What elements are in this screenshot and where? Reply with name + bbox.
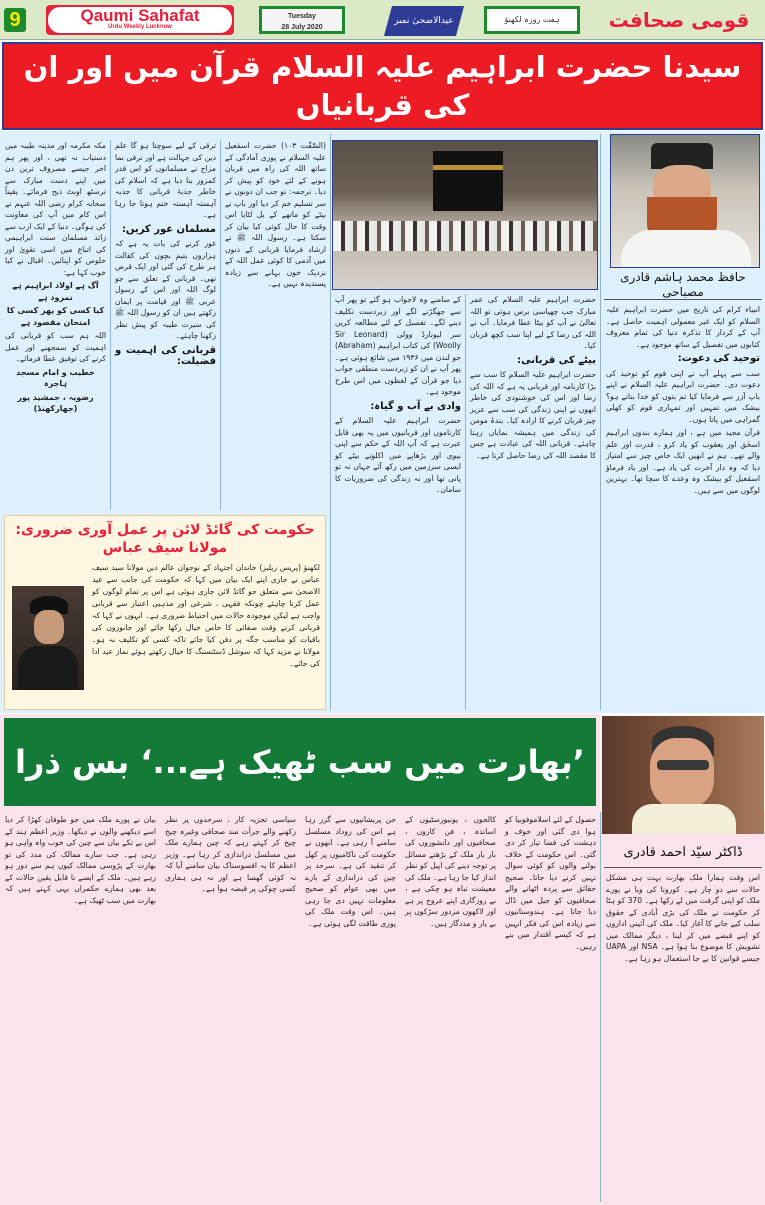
paragraph: اللہ ہم سب کو قربانی کی اہمیت کو سمجھنے اور عمل کرنے کی توفیق عطا فرمائے۔ — [5, 331, 106, 363]
signature: خطیب و امام مسجد ہاجرہ — [16, 367, 95, 388]
article1-headline: سیدنا حضرت ابراہیم علیہ السلام قرآن میں اور ان کی قربانیاں — [2, 42, 763, 130]
paragraph: اس وقت ہمارا ملک بھارت بہت ہی مشکل حالات سے دو چار ہے۔ کورونا کی وبا نے پورے ملک کو اپنی گرفت میں لے رکھا ہے۔ 370 کو ہٹا کر حکومت نے ملک کی بڑی آبادی کے حقوق سلب کیے جانے کا آغاز کیا۔ ملک کی آئینی اداروں کو اپنے قبضے میں کر لینا ، دیگر ممالک میں تشویش کا موضوع بنا ہوا ہے۔ NSA اور UAPA جیسے قوانین کا بے جا استعمال ہو رہا ہے۔ — [606, 873, 761, 963]
poetry-line: کیا کسی کو پھر کسی کا امتحان مقصود ہے — [6, 306, 105, 327]
paragraph: حضرت ابراہیم علیہ السلام کا سب سے بڑا کارنامہ اور قربانی یہ ہے کہ اللہ کی رضا اور اس کی خوشنودی کی خاطر انھوں نے اپنی زندگی کی سب سے عزیز چیز قربان کرنے کا ارادہ کیا۔ بندۂ مومن کی زندگی میں ہمیشہ نمایاں رہنا چاہئے۔ قربانی اللہ کی عبادت ہے جس کا مقصد اللہ کی رضا حاصل کرنا ہے۔ — [470, 370, 596, 460]
paragraph: لکھنؤ (پریس ریلیز) خاندان اجتہاد کے نوجوان عالم دین مولانا سید سیف عباس نے جاری اپنے ایک بیان میں کہا کہ حکومت کی جانب سے عید الاضحیٰ سے متعلق جو گائڈ لائن جاری ہوئی ہے اس پر تمام لوگوں کو عمل کرنا چاہئے چونکہ فقہی ، شرعی اور مذہبی اعتبار سے قربانی واجب ہے لیکن موجودہ حالات میں احتیاط ضروری ہے۔ انہوں نے کہا کہ قربانی کرتے وقت صفائی کا خاص خیال رکھا جائے اور جانوروں کی باقیات کو مناسب جگہ پر دفن کیا جائے تاکہ کسی کو تکلیف نہ ہو۔ مولانا نے مزید کہا کہ سوشل ڈسٹنسنگ کا خیال رکھتے ہوئے نماز عید ادا کی جائے۔ — [92, 563, 320, 668]
masthead-subtitle: Urdu Weekly Lucknow — [108, 24, 172, 30]
paragraph: (الصّٰفّٰت ۱۰۳) حضرت اسمٰعیل علیہ السلام نے پوری آمادگی کے ساتھ اللہ کی راہ میں قربان ہونے کے لئے خود کو پیش کر دیا۔ ترجمہ: تو جب ان دونوں نے سر تسلیم خم کر دیا اور باپ نے بیٹے کو ماتھے کے بل لٹایا اس وقت کا حال کوئی کیا بیان کر سکتا ہے۔ رسول اللہ ﷺ نے ارشاد فرمایا قربانی کے دنوں میں آدمی کا کوئی عمل اللہ کے نزدیک خون بہانے سے زیادہ پسندیدہ نہیں ہے۔ — [225, 141, 326, 288]
article2-column — [501, 814, 600, 1202]
page-header — [0, 0, 765, 40]
paragraph: حضرت ابراہیم علیہ السلام کی عمر مبارک جب چھیاسی برس ہوئی تو اللہ تعالیٰ نے آپ کو بیٹا عطا فرمایا۔ آپ نے اللہ کی رضا کے لیے اپنا سب کچھ قربان کیا۔ — [470, 295, 596, 350]
subheading: قربانی کی اہمیت و فضیلت: — [115, 344, 216, 367]
news-headline: حکومت کی گائڈ لائن پر عمل آوری ضروری: مولانا سیف عباس — [15, 522, 315, 556]
subheading: بیٹے کی قربانی: — [517, 354, 596, 366]
article2-column — [401, 814, 500, 1202]
article1-column — [466, 294, 600, 710]
paragraph: انبیاء کرام کی تاریخ میں حضرت ابراہیم علیہ السلام کو ایک غیر معمولی اہمیت حاصل ہے۔ آپ کے کردار کا تذکرہ دنیا کی تمام معروف کتابوں میں تفصیل کے ساتھ موجود ہے۔ — [606, 305, 760, 349]
paragraph: قرآن مجید میں ہے ، اور ہمارے بندوں ابراہیم اسحٰق اور یعقوب کو یاد کرو ، قدرت اور علم والے تھے۔ ہم نے انھیں ایک خاص چیز سے امتیاز دیا کہ وہ دار آخرت کی یاد ہے۔ اور یاد فرماؤ اسمٰعیل کو بیشک وہ وعدے کا سچا تھا۔ بہترین لوگوں میں سے ہیں۔ — [606, 428, 760, 495]
article2-headline-banner — [0, 714, 600, 810]
masthead-title: Qaumi Sahafat — [80, 6, 200, 25]
subheading: وادی بے آب و گیاہ: — [370, 400, 461, 412]
poetry-line: آگ ہے اولاد ابراہیم ہے نمرود ہے — [12, 281, 99, 302]
paragraph: حصول کے لئے اسلاموفوبیا کو ہوا دی گئی اور خوف و دہشت کی فضا تیار کر دی گئی۔ اس حکومت کے خلاف بولنے والوں کو کوئی سوال نہیں کرنے دیا جاتا۔ صحیح حقائق سے پردہ اٹھانے والے صحافیوں کو جیل میں ڈال دیا جاتا ہے۔ ہندوستانیوں سے زیادہ اس کی فکر انہیں ہے کہ کیسے اقتدار میں بنے رہیں۔ — [505, 815, 596, 951]
paragraph: کالجوں ، یونیورسٹیوں کے اساتذہ ، فن کاروں ، صحافیوں اور دانشوروں کی بار بار ملک کے بڑھتے مسائل پر توجہ دینے کی اپیل کو نظر انداز کیا جا رہا ہے۔ ملک کی معیشت تباہ ہو چکی ہے ، بے روزگاری اپنے عروج پر ہے اور لاکھوں مزدور سڑکوں پر بے یار و مددگار ہیں۔ — [405, 815, 496, 928]
day-label: Tuesday — [288, 13, 316, 20]
paragraph: ترقی کے لیے سوچتا ہو گا علم دین کی جہالت ہے اور ترقی نما مزاج نے مسلمانوں کو اس قدر کمزور بنا دیا ہے کہ اسلام کی خاطر جذبۂ قربانی کا جذبہ آہستہ آہستہ ختم ہوتا جا رہا ہے۔ — [115, 141, 216, 219]
paragraph: حضرت ابراہیم علیہ السلام کے کارناموں اور قربانیوں میں یہ بھی قابل عبرت ہے کہ آپ اللہ کے حکم سے اپنی بیوی اور بڑھاپے میں اکلوتے بیٹے کو ایسی سرزمین میں رکھ آئے جہاں نہ تو پانی تھا اور نہ زندگی کی ضروریات کا سامان۔ — [335, 416, 461, 494]
article2-column — [602, 872, 764, 1202]
masthead-urdu: قومی صحافت — [608, 8, 750, 32]
weekly-label: ہفت روزہ لکھنؤ — [484, 6, 580, 34]
masthead-english — [46, 5, 234, 35]
kaaba-photo — [332, 140, 598, 290]
date-label: 28 July 2020 — [281, 24, 323, 31]
article1-column — [221, 140, 330, 510]
article1-column — [111, 140, 220, 510]
paragraph: مکہ مکرمہ اور مدینہ طیبہ میں دستیاب نہ تھی ، اور پھر ہم اخر جیسے مصروف ترین دن میں اپنے دست مبارک سے ترسٹھ اونٹ ذبح فرمائے۔ یقیناً صحابہ کرام رضی اللہ عنہم نے اس کام میں آپ کی معاونت کی ہوگی۔ دنیا کے ایک ارب سے زائد مسلمان سنت ابراہیمی کی اتباع میں اسی تقویٰ اور خلوص کو اپنائیں۔ اقبال نے کیا خوب کہا ہے: — [5, 141, 106, 277]
article1-column — [331, 294, 465, 710]
author2-photo — [602, 716, 764, 834]
paragraph: کے سامنے وہ لاجواب ہو گئے تو پھر آپ سے جھگڑنے لگے اور زبردست تکلیف دینے لگے۔ تفصیل کے لئے مطالعہ کریں سر لیونارڈ وولی (Sir Leonard Woolly) کی کتاب ابراہیم (Abraham) جو لندن میں ۱۹۳۶ میں شائع ہوئی ہے۔ پھر آپ نے ان کو زبردست منطقی جواب دیا جو قرآن کے لفظوں میں اس طرح موجود ہے۔ — [335, 295, 461, 396]
special-issue-badge — [384, 6, 464, 36]
subheading: مسلمان غور کریں: — [121, 223, 216, 235]
author-photo — [610, 134, 760, 268]
paragraph: غور کرنے کی بات یہ ہے کہ ہزاروں یتیم بچوں کی کفالت ہر طرح کی گئی اور ایک قرض تھی۔ قربانی کے تعلق سے جو لوگ اللہ اور اس کے رسول عربی ﷺ اور قیامت پر ایمان رکھتے ہیں ان کو رسول اللہ ﷺ کی سیرت طیبہ کو پیش نظر رکھنا چاہئے۔ — [115, 239, 216, 340]
article1-column — [602, 304, 764, 710]
article2-column — [301, 814, 400, 1202]
article2-headline: ’بھارت میں سب ٹھیک ہے...‘ بس ذرا — [4, 718, 596, 806]
paragraph: سیاسی تجزیہ کار ، سرحدوں پر نظر رکھنے والے جرأت مند صحافی وغیرہ چیخ چیخ کر کہتے رہے کہ چین ہمارے ملک میں مسلسل دراندازی کر رہا ہے۔ وزیر اعظم کا یہ افسوسناک بیان سامنے آیا کہ نہ کوئی گھسا ہے اور نہ ہی ہماری کسی چوکی پر قبضہ ہوا ہے۔ — [165, 815, 296, 893]
news-body — [8, 562, 324, 708]
signature: رضویہ ، جمشید پور (جھارکھنڈ) — [17, 392, 94, 413]
article2-column — [1, 814, 160, 1202]
paragraph: سب سے پہلے آپ نے اپنی قوم کو توحید کی دعوت دی۔ حضرت ابراہیم علیہ السلام نے اپنے باپ آزر سے فرمایا کیا تم بتوں کو خدا بناتے ہو؟ بیشک میں تمہیں اور تمہاری قوم کو کھلی گمراہی میں پاتا ہوں۔ — [606, 368, 760, 424]
article2-column — [161, 814, 300, 1202]
subheading: توحید کی دعوت: — [677, 353, 760, 364]
author2-name: ڈاکٹر سیّد احمد قادری — [604, 838, 762, 868]
author-name: حافظ محمد ہاشم قادری مصباحی — [604, 270, 762, 300]
special-issue-label: عیدالاضحیٰ نمبر — [394, 16, 454, 26]
date-box — [259, 6, 345, 34]
article1-column — [1, 140, 110, 510]
page-number: 9 — [4, 8, 26, 32]
paragraph: جن پریشانیوں سے گزر رہا ہے اس کی روداد مسلسل سامنے آ رہی ہے۔ انھوں نے حکومت کی ناکامیوں پر کھل کر تنقید کی ہے۔ سرحد پر چین کی دراندازی کے بارے میں بھی عوام کو صحیح معلومات نہیں دی جا رہی ہیں۔ اس وقت ملک کی پوری طاقت لگی ہوئی ہے۔ — [305, 815, 396, 928]
paragraph: بیان نے پورے ملک میں جو طوفان کھڑا کر دیا اسے دیکھنے والوں نے دیکھا۔ وزیر اعظم ہند کے اس بے تکے بیان سے چین کی خوب واہ واہی ہو رہی ہے۔ جب سارے ممالک کی مدد کی تو بھارت کے پڑوسی ممالک کیوں ہم سے دور ہو رہے ہیں۔ ملک کے ایسے نا قابل یقین حالات کے بعد بھی ہمارے حکمراں یہی کہتے ہیں کہ بھارت میں سب ٹھیک ہے۔ — [5, 815, 156, 905]
